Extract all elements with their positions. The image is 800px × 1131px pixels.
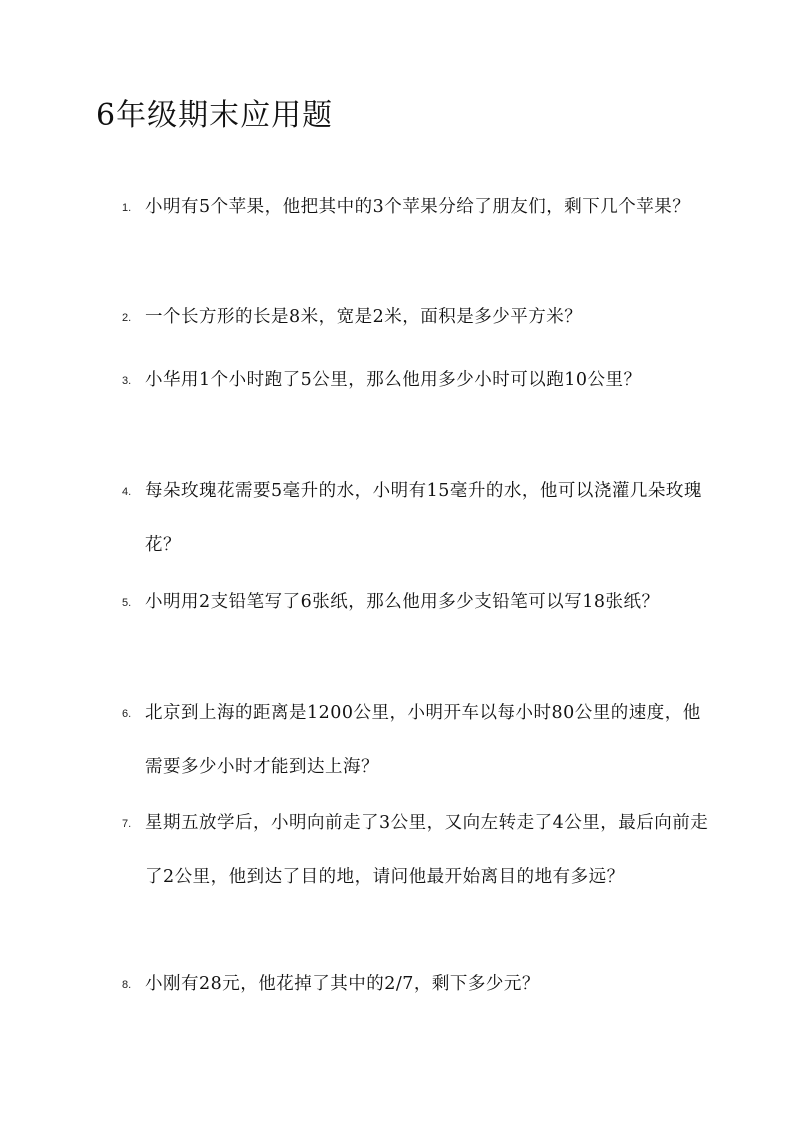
- question-text: 每朵玫瑰花需要5毫升的水，小明有15毫升的水，他可以浇灌几朵玫瑰花？: [145, 481, 702, 555]
- question-number: 8.: [122, 979, 132, 991]
- page-title: 6年级期末应用题: [96, 98, 334, 133]
- question-text: 小刚有28元，他花掉了其中的2/7，剩下多少元？: [145, 974, 540, 994]
- question-number: 1.: [122, 202, 132, 214]
- question-number: 6.: [122, 708, 132, 720]
- question-number: 2.: [122, 312, 132, 324]
- question-number: 7.: [122, 818, 132, 830]
- question-text: 北京到上海的距离是1200公里，小明开车以每小时80公里的速度，他需要多少小时才能到达上海？: [145, 703, 701, 777]
- question-text: 一个长方形的长是8米，宽是2米，面积是多少平方米？: [145, 307, 583, 327]
- question-number: 3.: [122, 375, 132, 387]
- question-number: 4.: [122, 486, 132, 498]
- question-text: 小明有5个苹果，他把其中的3个苹果分给了朋友们，剩下几个苹果？: [145, 197, 691, 217]
- question-text: 小华用1个小时跑了5公里，那么他用多少小时可以跑10公里？: [145, 370, 642, 390]
- question-text: 小明用2支铅笔写了6张纸，那么他用多少支铅笔可以写18张纸？: [145, 592, 660, 612]
- question-text: 星期五放学后，小明向前走了3公里，又向左转走了4公里，最后向前走了2公里，他到达了目的地，请问他最开始离目的地有多远？: [145, 813, 709, 887]
- question-number: 5.: [122, 597, 132, 609]
